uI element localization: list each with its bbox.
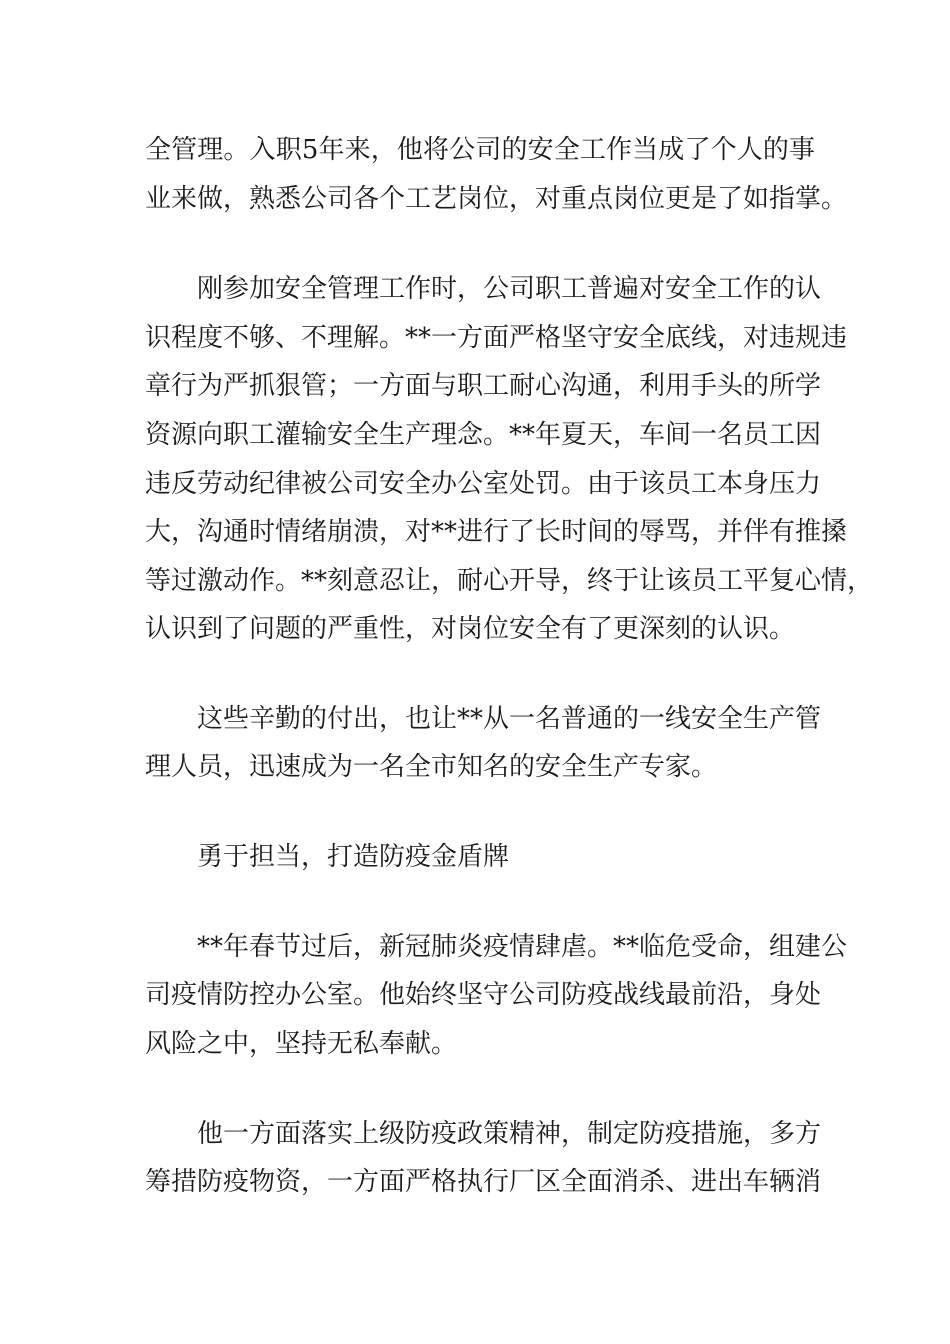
p3-line-1: 这些辛勤的付出，也让**从一名普通的一线安全生产管 bbox=[197, 704, 822, 734]
p1-line-2: 业来做，熟悉公司各个工艺岗位，对重点岗位更是了如指掌。 bbox=[145, 184, 848, 214]
p2-line-8: 认识到了问题的严重性，对岗位安全有了更深刻的认识。 bbox=[145, 614, 796, 644]
p2-line-5: 违反劳动纪律被公司安全办公室处罚。由于该员工本身压力 bbox=[145, 469, 822, 499]
p5-line-2: 司疫情防控办公室。他始终坚守公司防疫战线最前沿，身处 bbox=[145, 980, 822, 1010]
p2-line-6: 大，沟通时情绪崩溃，对**进行了长时间的辱骂，并伴有推搡 bbox=[145, 517, 848, 547]
section-heading: 勇于担当，打造防疫金盾牌 bbox=[197, 842, 510, 872]
p3-line-2: 理人员，迅速成为一名全市知名的安全生产专家。 bbox=[145, 752, 718, 782]
p2-line-2: 识程度不够、不理解。**一方面严格坚守安全底线，对违规违 bbox=[145, 323, 848, 353]
p2-line-3: 章行为严抓狠管；一方面与职工耐心沟通，利用手头的所学 bbox=[145, 371, 822, 401]
p5-line-1: **年春节过后，新冠肺炎疫情肆虐。**临危受命，组建公 bbox=[197, 932, 848, 962]
p2-line-4: 资源向职工灌输安全生产理念。**年夏天，车间一名员工因 bbox=[145, 420, 822, 450]
p2-line-7: 等过激动作。**刻意忍让，耐心开导，终于让该员工平复心情， bbox=[145, 566, 874, 596]
p5-line-3: 风险之中，坚持无私奉献。 bbox=[145, 1029, 458, 1059]
p2-line-1: 刚参加安全管理工作时，公司职工普遍对安全工作的认 bbox=[197, 274, 822, 304]
p6-line-2: 筹措防疫物资，一方面严格执行厂区全面消杀、进出车辆消 bbox=[145, 1167, 822, 1197]
p1-line-1: 全管理。入职5年来，他将公司的安全工作当成了个人的事 bbox=[145, 135, 815, 165]
p6-line-1: 他一方面落实上级防疫政策精神，制定防疫措施，多方 bbox=[197, 1119, 822, 1149]
